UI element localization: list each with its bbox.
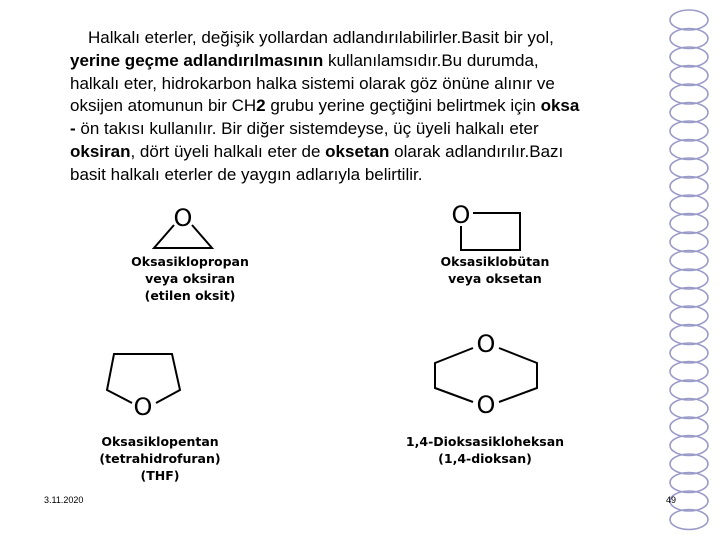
binder-ring [670, 325, 708, 345]
paragraph-line: basit halkalı eterler de yaygın adlarıyla belirtilir. [70, 164, 423, 184]
paragraph-line: halkalı eter, hidrokarbon halka sistemi olarak göz önüne alınır ve [70, 73, 555, 93]
binder-ring [670, 251, 708, 271]
paragraph-line: - ön takısı kullanılır. Bir diğer sistemdeyse, üç üyeli halkalı eter [70, 119, 539, 139]
binder-ring [670, 454, 708, 474]
binder-ring [670, 417, 708, 437]
oxetane-caption: Oksasiklobütan veya oksetan [440, 254, 550, 286]
dioxane-caption: 1,4-Dioksasikloheksan (1,4-dioksan) [405, 434, 565, 466]
oxygen-atom-label: O [476, 330, 496, 358]
binder-ring [670, 362, 708, 382]
paragraph-line: oksiran, dört üyeli halkalı eter de oksetan olarak adlandırılır.Bazı [70, 141, 564, 161]
oxirane-structure [140, 203, 230, 253]
binder-ring [670, 380, 708, 400]
bold-term: oksa [540, 96, 580, 116]
binder-ring [670, 436, 708, 456]
oxirane-caption: Oksasiklopropan veya oksiran (etilen oksit) [131, 254, 249, 303]
body-paragraph [70, 27, 690, 187]
binder-ring [670, 288, 708, 308]
footer-page-number: 49 [666, 495, 677, 505]
binder-ring [670, 510, 708, 530]
bold-term: oksetan [325, 141, 390, 161]
paragraph-line: oksijen atomunun bir CH2 grubu yerine geçtiğini belirtmek için oksa [70, 96, 580, 116]
binder-ring [670, 232, 708, 252]
footer-date: 3.11.2020 [44, 495, 84, 505]
bold-term: yerine geçme adlandırılmasının [70, 50, 324, 70]
binder-ring [670, 269, 708, 289]
binder-ring [670, 214, 708, 234]
oxygen-atom-label: O [451, 201, 471, 229]
ring-bonds [435, 348, 473, 402]
oxolane-structure [100, 348, 200, 418]
oxetane-structure [440, 200, 530, 256]
binder-ring [670, 473, 708, 493]
oxygen-atom-label: O [173, 204, 193, 232]
subscript: 2 [256, 96, 266, 116]
paragraph-line: Halkalı eterler, değişik yollardan adlandırılabilirler.Basit bir yol, [88, 28, 554, 47]
binder-ring [670, 195, 708, 215]
bold-term: oksiran [70, 141, 131, 161]
oxolane-caption: Oksasiklopentan (tetrahidrofuran) (THF) [99, 434, 221, 483]
oxygen-atom-label: O [476, 391, 496, 415]
binder-ring [670, 306, 708, 326]
binder-ring [670, 399, 708, 419]
oxygen-atom-label: O [133, 393, 153, 418]
paragraph-line: yerine geçme adlandırılmasının kullanılamsıdır.Bu durumda, [70, 50, 539, 70]
binder-ring [670, 343, 708, 363]
dioxane-structure [425, 330, 545, 415]
ring-bonds [499, 348, 537, 402]
